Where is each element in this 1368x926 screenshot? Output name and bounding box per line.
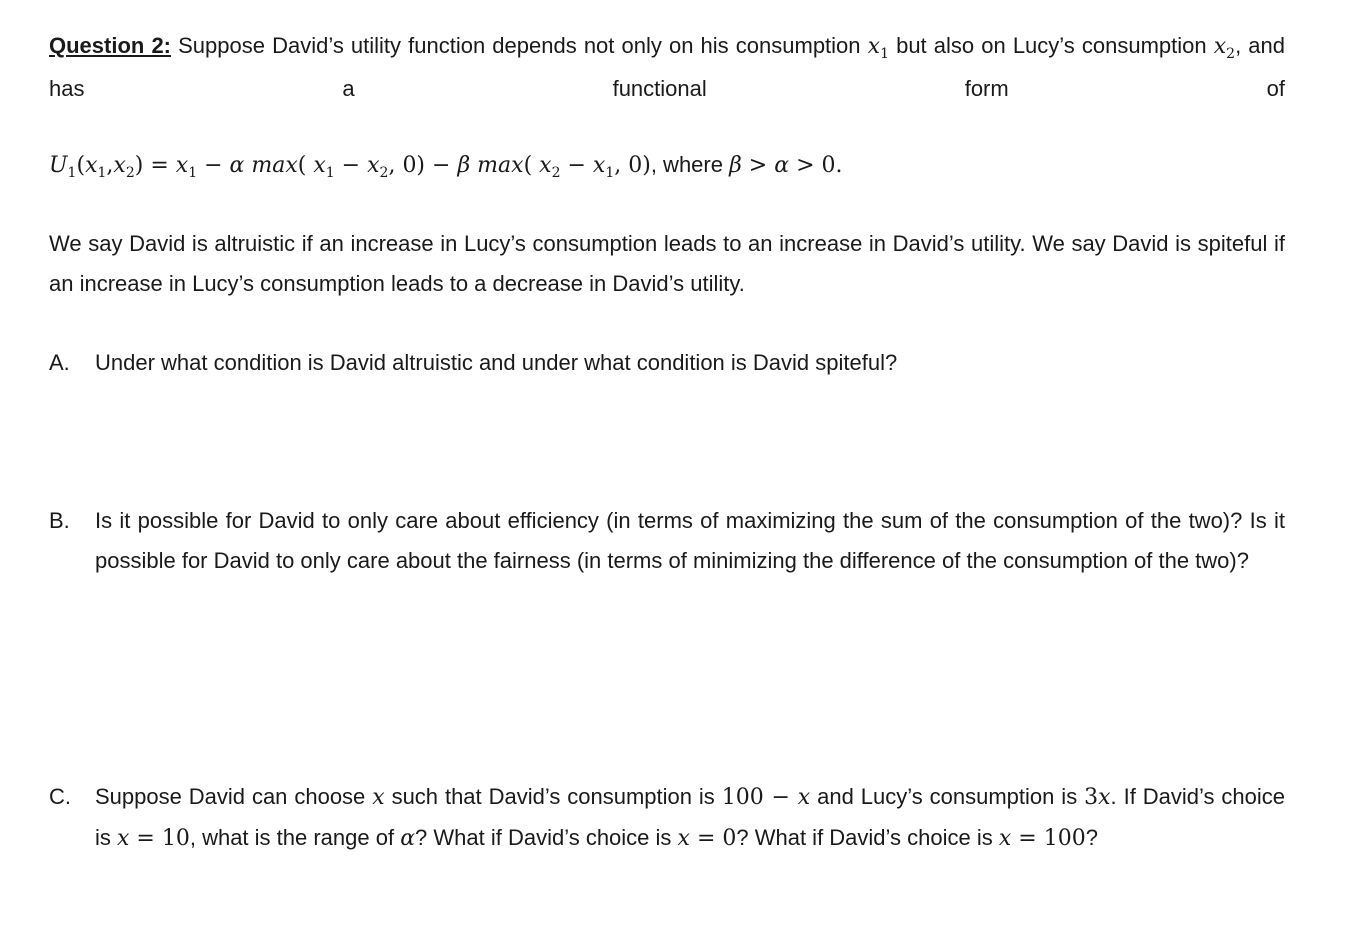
question-intro-text-c: , and has a functional form of bbox=[49, 33, 1286, 101]
utility-equation bbox=[49, 145, 843, 188]
part-a-text: Under what condition is David altruistic and under what condition is David spiteful? bbox=[95, 350, 898, 375]
math-x2: $x_2$ bbox=[1213, 34, 1236, 62]
equation-where: , where bbox=[650, 152, 730, 177]
part-b-letter: B. bbox=[49, 508, 70, 533]
document-page bbox=[49, 0, 1285, 926]
part-c-text-b: such that David’s consumption is bbox=[384, 784, 722, 809]
part-c-text-e: , what is the range of bbox=[189, 825, 401, 850]
part-c-text-c: and Lucy’s consumption is bbox=[810, 784, 1085, 809]
part-c-letter: C. bbox=[49, 784, 71, 809]
part-c-text-g: ? What if David’s choice is bbox=[736, 825, 999, 850]
part-c-text-d: . If David’s choice is bbox=[95, 784, 1285, 850]
part-a-letter: A. bbox=[49, 350, 70, 375]
part-c-text-h: ? bbox=[1085, 825, 1098, 850]
question-intro-text-a: Suppose David’s utility function depends not only on his consumption bbox=[171, 33, 868, 58]
math-x: x bbox=[372, 785, 385, 810]
math-x-eq-0: x = 0 bbox=[677, 826, 737, 851]
equation-formula: $U_1(x_1,x_2) = x_1 - \alpha$ max( $x_1 - x_2$, 0) − β max( $x_2 - x_1$, 0) bbox=[49, 153, 651, 181]
part-c-text-a: Suppose David can choose bbox=[95, 784, 373, 809]
question-intro-text-b: but also on Lucy’s consumption bbox=[888, 33, 1214, 58]
math-3x: 3x bbox=[1084, 785, 1111, 810]
math-100-minus-x: 100 − x bbox=[721, 785, 811, 810]
math-x-eq-10: x = 10 bbox=[117, 826, 190, 851]
part-c-text-f: ? What if David’s choice is bbox=[415, 825, 678, 850]
math-x1: $x_1$ bbox=[867, 34, 889, 62]
equation-condition: β > α > 0. bbox=[729, 153, 843, 178]
question-intro bbox=[49, 26, 1285, 149]
part-b-text: Is it possible for David to only care about efficiency (in terms of maximizing the sum of the consumption of the two)? Is it possible for David to only care about the fairness (in terms of minimizing the difference of the consumption of the two)? bbox=[95, 508, 1285, 573]
math-alpha: α bbox=[400, 826, 416, 851]
math-x-eq-100: x = 100 bbox=[998, 826, 1086, 851]
definitions-paragraph: We say David is altruistic if an increase in Lucy’s consumption leads to an increase in David’s utility. We say David is spiteful if an increase in Lucy’s consumption leads to a decrease in David’s utility. bbox=[49, 231, 1285, 296]
part-c-text bbox=[95, 777, 1285, 859]
question-label: Question 2: bbox=[49, 33, 172, 58]
